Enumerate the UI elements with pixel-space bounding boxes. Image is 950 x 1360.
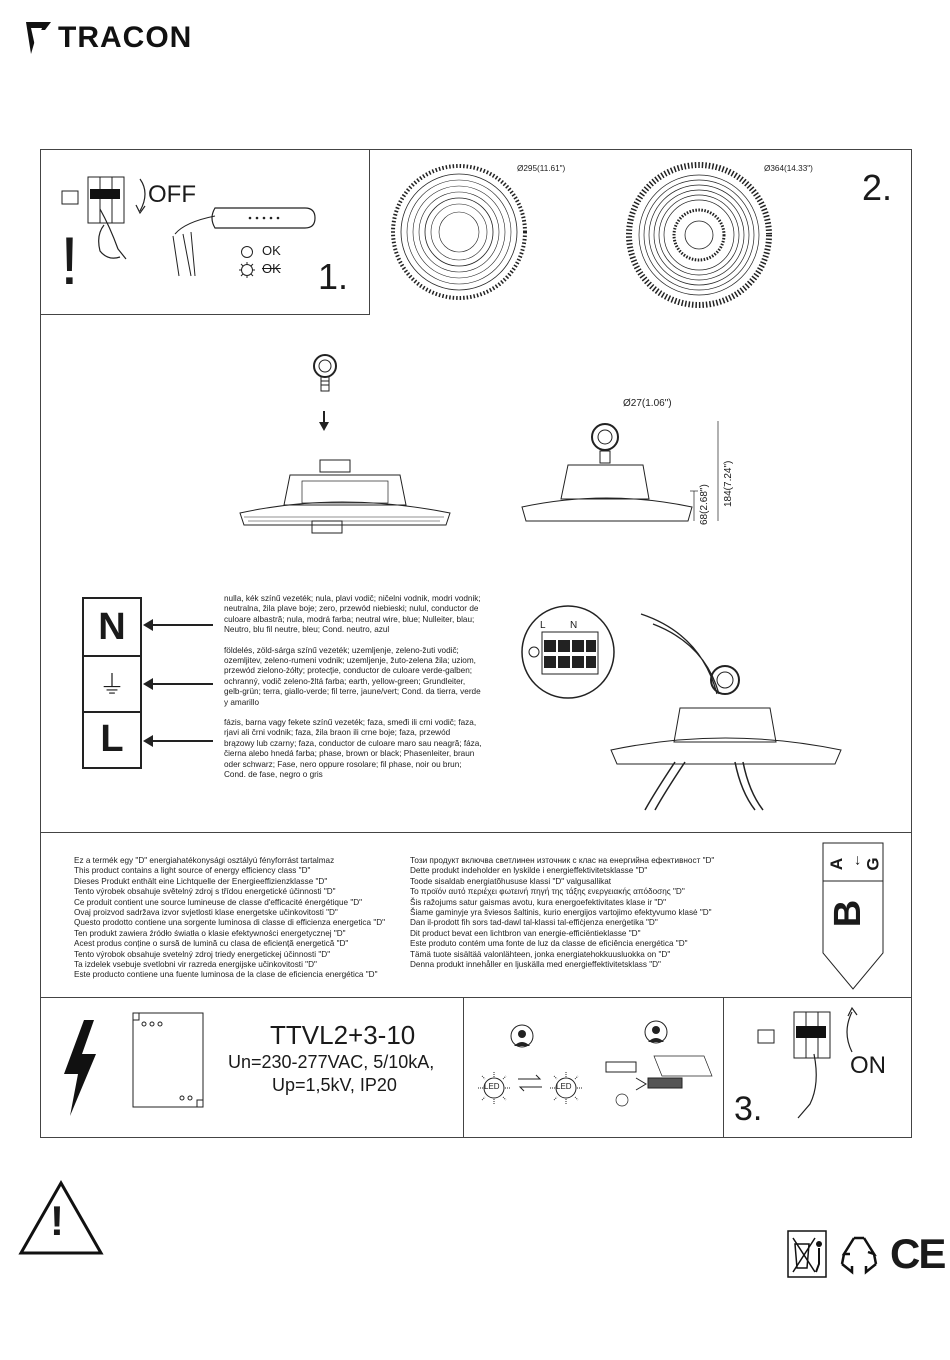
step1-number: 1.: [318, 256, 349, 297]
terminal-block-detail-icon: [520, 604, 616, 700]
terminal-earth: ⏚: [82, 655, 142, 713]
arrow-left-icon: [143, 618, 213, 632]
ring-diameter: Ø27(1.06"): [623, 398, 672, 409]
energy-line: Denna produkt innehåller en ljuskälla med energieffektivitetsklass "D": [410, 960, 661, 970]
lightning-icon: [62, 1020, 100, 1116]
energy-line: Dieses Produkt enthält eine Lichtquelle der Energieeffizienzklasse "D": [74, 876, 328, 886]
recycle-icon: [836, 1234, 882, 1276]
energy-left-text: [74, 856, 434, 981]
lamp-top-view-small-icon: [392, 165, 527, 300]
ok-indicator-icon: [240, 245, 254, 259]
lamp-side-view-icon: [230, 455, 460, 535]
warning-mark: !: [60, 223, 79, 299]
scale-g: G: [863, 857, 883, 871]
wire-descriptions: [224, 594, 482, 791]
energy-class-letter: B: [827, 899, 870, 928]
weee-bin-icon: [787, 1230, 827, 1278]
energy-line: Ovaj proizvod sadržava izvor svjetlosti klase energetske učinkovitosti "D": [74, 908, 338, 918]
terminal-n: N: [82, 597, 142, 657]
energy-line: Este produto contém uma fonte de luz da classe de eficiência energética "D": [410, 939, 688, 949]
driver-spec-line1: Un=230-277VAC, 5/10kA,: [228, 1052, 435, 1072]
step3-number: 3.: [734, 1090, 763, 1128]
led-replacement-section: [464, 998, 724, 1138]
technician-icon: [644, 1020, 668, 1046]
wiring-section: [40, 560, 912, 830]
energy-right-text: [410, 856, 770, 970]
energy-line: Ta izdelek vsebuje svetlobni vir razreda energijske učinkovitosti "D": [74, 960, 317, 970]
block-label-l: L: [540, 620, 546, 631]
driver-spec-line2: Up=1,5kV, IP20: [272, 1075, 397, 1095]
led-label: LED: [556, 1082, 572, 1091]
terminal-l: L: [82, 711, 142, 769]
energy-line: Tento výrobek obsahuje světelný zdroj s třídou energetické účinnosti "D": [74, 887, 336, 897]
energy-line: Dit product bevat een lichtbron van energie-efficiëntieklasse "D": [410, 928, 641, 938]
energy-section: [40, 832, 912, 998]
led-label: LED: [484, 1082, 500, 1091]
energy-line: Šiame gaminyje yra šviesos šaltinis, kurio energijos vartojimo efektyvumo klasė "D": [410, 908, 712, 918]
arrow-left-icon: [143, 734, 213, 748]
arrow-down-icon: [318, 411, 330, 431]
earth-description: földelés, zöld-sárga színű vezeték; uzemljenje, zeleno-žuti vodič; ozemljitev, zeleno-rumeni vodnik; uzemljenje, žuto-zelena žila; uziom, przewód zielono-żółty; protecţie, conductor de culoare verde-galben; ochranný, vodič zeleno-žltá farba; earth, yellow-green; Grundleiter, gelb-grün; terra, giallo-verde; fil terre, jaune/vert; Cond. da tierra, verde y amarillo: [224, 645, 481, 707]
brand-name: TRACON: [58, 21, 193, 54]
energy-line: Този продукт включва светлинен източник с клас на енергийна ефективност "D": [410, 856, 715, 865]
height-body-dimension: 68(2.68"): [699, 484, 710, 525]
driver-replace-icon: [604, 1048, 714, 1112]
step2-number: 2.: [862, 167, 893, 208]
energy-line: Ez a termék egy "D" energiahatékonysági osztályú fényforrást tartalmaz: [74, 856, 335, 865]
phase-description: fázis, barna vagy fekete színű vezeték; faza, smeđi ili crni vodič; faza, rjavi ali črni vodnik; faza, žila braon ili crne boje; faza, przewód brązowy lub czarny; faza, conductor de culoare maro sau neagră; fáza, čierna alebo hnedá farba; phase, brown or black; Phasenleiter, braun oder schwarz; Fase, nero oppure rosolare; fil phase, noir ou brun; Cond. de fase, negro o gris: [224, 718, 482, 780]
driver-model: TTVL2+3-10: [270, 1020, 416, 1050]
height-total-dimension: 184(7.24"): [723, 460, 734, 507]
energy-line: Este producto contiene una fuente luminosa de la clase de eficiencia energética "D": [74, 970, 378, 980]
energy-line: Toode sisaldab energiatõhususe klassi "D" valgusallikat: [410, 876, 612, 886]
scale-a: A: [827, 857, 847, 871]
energy-line: Tämä tuote sisältää valonlähteen, jonka energiatehokkuusluokka on "D": [410, 949, 671, 959]
energy-line: Ten produkt zawiera źródło światła o klasie efektywności energetycznej "D": [74, 928, 346, 938]
lamp-wiring-view-icon: [605, 610, 845, 810]
energy-line: Questo prodotto contiene una sorgente luminosa di classe di efficienza energetica "D": [74, 918, 386, 928]
ce-mark: CE: [890, 1230, 945, 1277]
scale-arrow: ←: [847, 853, 864, 868]
not-ok-label: OK: [262, 261, 281, 276]
energy-line: Ce produit contient une source lumineuse de classe d'efficacité énergétique "D": [74, 897, 363, 907]
lamp-large-diameter: Ø364(14.33"): [764, 164, 813, 173]
energy-line: Dan il-prodott fih sors tad-dawl tal-klassi tal-effiċjenza enerġetika "D": [410, 918, 658, 928]
energy-line: Dette produkt indeholder en lyskilde i energieffektivitetsklasse "D": [410, 866, 648, 876]
step1-panel: [40, 149, 370, 315]
arrow-left-icon: [143, 677, 213, 691]
surge-protector-icon: [132, 1012, 204, 1108]
block-label-n: N: [570, 620, 578, 631]
lamp-small-diameter: Ø295(11.61"): [517, 164, 566, 173]
off-label: OFF: [148, 181, 196, 208]
step3-panel: [724, 998, 912, 1138]
footer-warning-mark: !: [50, 1197, 64, 1244]
tracon-logo-icon: [25, 18, 53, 58]
lamp-side-view-dimensioned-icon: [518, 415, 748, 535]
not-ok-indicator-icon: [238, 261, 256, 279]
ok-label: OK: [262, 243, 281, 258]
driver-section: [40, 998, 464, 1138]
on-label: ON: [850, 1052, 886, 1079]
energy-line: Tento výrobok obsahuje svetelný zdroj triedy energetickej účinnosti "D": [74, 949, 331, 959]
step2-top-views: [370, 149, 912, 315]
energy-line: This product contains a light source of energy efficiency class "D": [74, 866, 311, 876]
energy-line: Šis ražojums satur gaismas avotu, kura energoefektivitates klase ir "D": [410, 897, 667, 907]
lamp-top-view-large-icon: [628, 164, 770, 306]
swap-arrows-icon: [518, 1074, 542, 1092]
energy-line: Το προϊόν αυτό περιέχει φωτεινή πηγή της τάξης ενεργειακής απόδοσης "D": [410, 887, 685, 897]
eye-bolt-icon: [310, 353, 340, 399]
technician-icon: [510, 1024, 534, 1050]
neutral-description: nulla, kék színű vezeték; nula, plavi vodič; ničelni vodnik, modri vodnik; neutralna, žila plave boje; zero, przewód niebieski; nulul, conductor de culoare albastră; nula, modrá farba; neutral wire, blue; Nulleiter, blau; Neutro, blu fil neutre, bleu; Cond. neutro, azul: [224, 594, 481, 635]
energy-line: Acest produs conține o sursă de lumină cu clasa de eficiență energetică "D": [74, 939, 349, 949]
